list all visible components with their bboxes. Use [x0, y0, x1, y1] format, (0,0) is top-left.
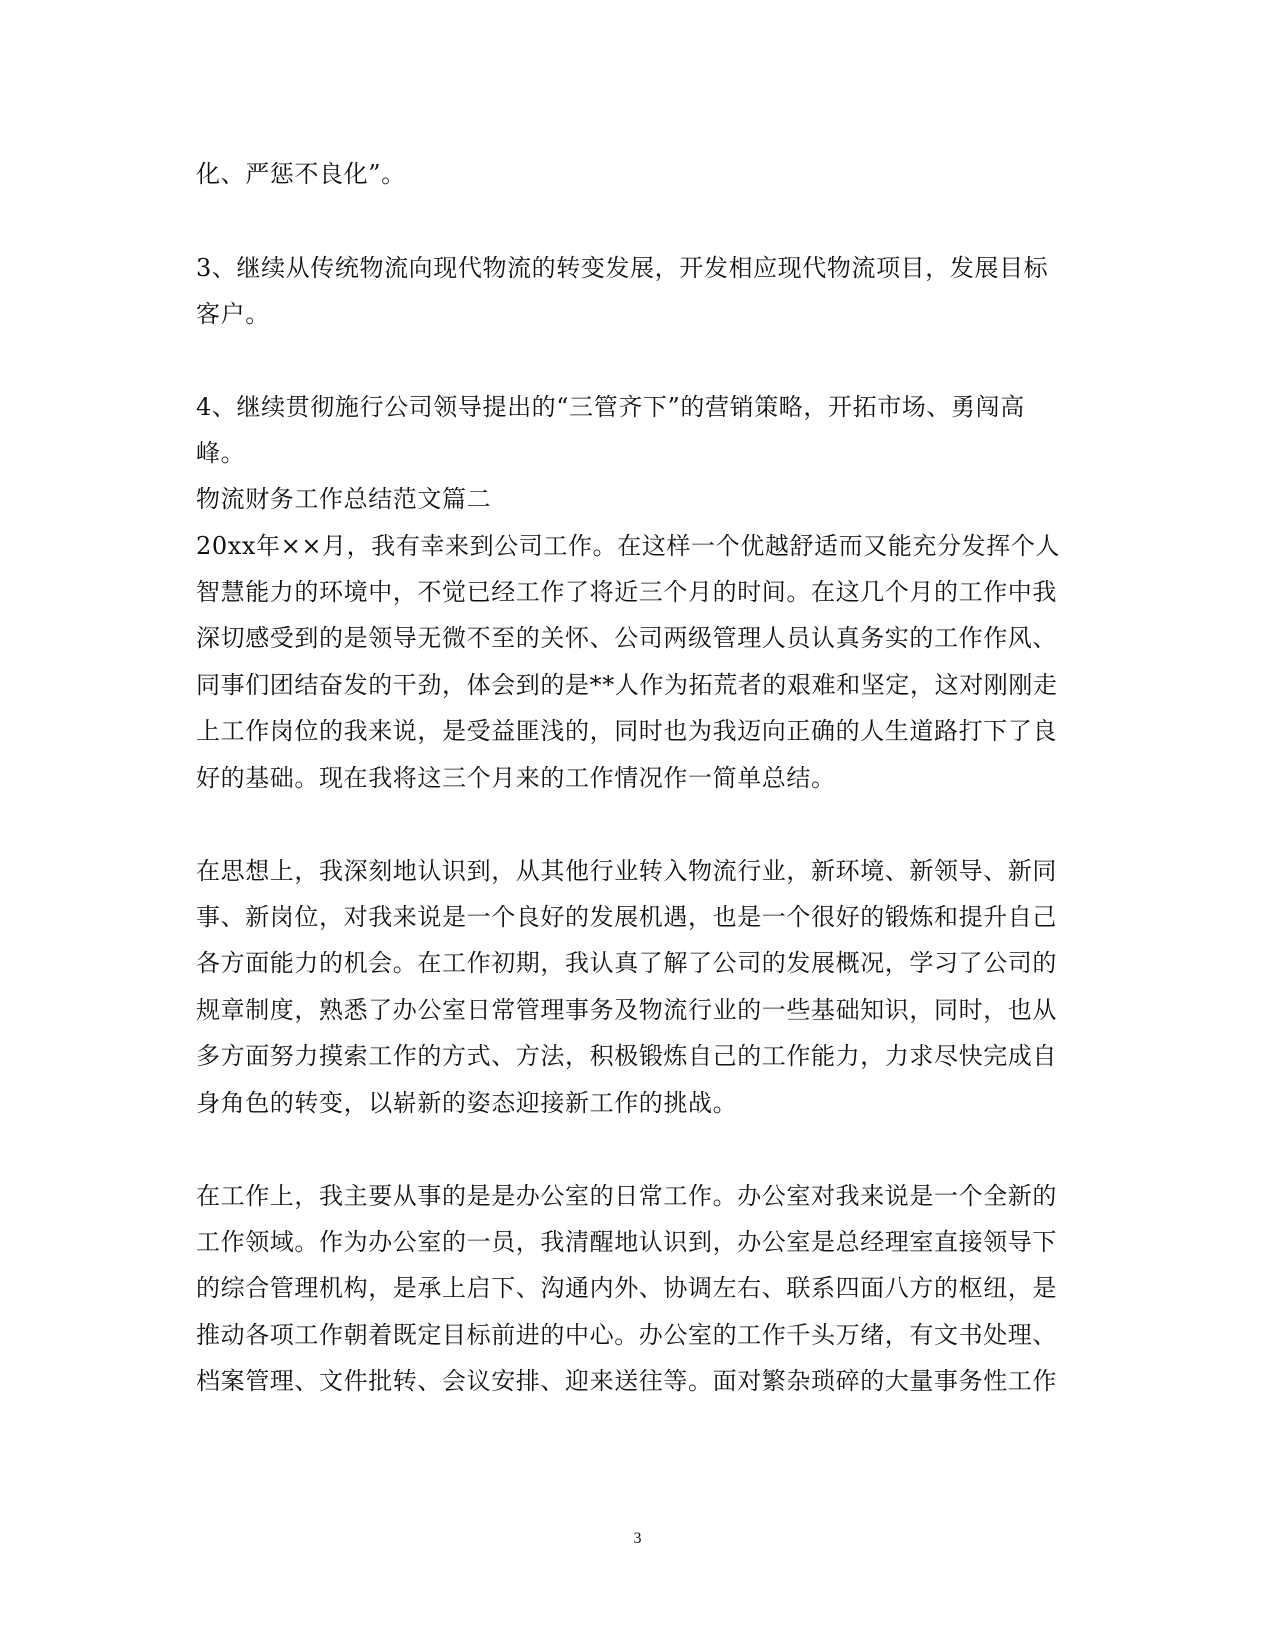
text-line: 身角色的转变，以崭新的姿态迎接新工作的挑战。: [196, 1089, 738, 1117]
text-line: 智慧能力的环境中，不觉已经工作了将近三个月的时间。在这几个月的工作中我: [196, 578, 1057, 606]
text-line: 规章制度，熟悉了办公室日常管理事务及物流行业的一些基础知识，同时，也从: [196, 996, 1057, 1024]
text-line: 上工作岗位的我来说，是受益匪浅的，同时也为我迈向正确的人生道路打下了良: [196, 717, 1057, 745]
text-line: 峰。: [196, 439, 246, 467]
section-heading: 物流财务工作总结范文篇二: [196, 485, 492, 513]
text-line: 推动各项工作朝着既定目标前进的中心。办公室的工作千头万绪，有文书处理、: [196, 1321, 1057, 1349]
text-line: 3、继续从传统物流向现代物流的转变发展，开发相应现代物流项目，发展目标: [196, 254, 1049, 282]
text-line: 同事们团结奋发的干劲，体会到的是**人作为拓荒者的艰难和坚定，这对刚刚走: [196, 671, 1058, 699]
page-number: 3: [633, 1530, 642, 1547]
text-line: 化、严惩不良化”。: [196, 160, 406, 188]
text-line: 在思想上，我深刻地认识到，从其他行业转入物流行业，新环境、新领导、新同: [196, 857, 1057, 885]
text-line: 20xx年××月，我有幸来到公司工作。在这样一个优越舒适而又能充分发挥个人: [196, 532, 1061, 560]
text-line: 的综合管理机构，是承上启下、沟通内外、协调左右、联系四面八方的枢纽，是: [196, 1274, 1057, 1302]
text-line: 多方面努力摸索工作的方式、方法，积极锻炼自己的工作能力，力求尽快完成自: [196, 1042, 1057, 1070]
text-line: 档案管理、文件批转、会议安排、迎来送往等。面对繁杂琐碎的大量事务性工作: [196, 1367, 1057, 1395]
text-line: 事、新岗位，对我来说是一个良好的发展机遇，也是一个很好的锻炼和提升自己: [196, 903, 1057, 931]
text-line: 好的基础。现在我将这三个月来的工作情况作一简单总结。: [196, 764, 836, 792]
text-line: 工作领域。作为办公室的一员，我清醒地认识到，办公室是总经理室直接领导下: [196, 1228, 1057, 1256]
text-line: 在工作上，我主要从事的是是办公室的日常工作。办公室对我来说是一个全新的: [196, 1182, 1057, 1210]
text-line: 深切感受到的是领导无微不至的关怀、公司两级管理人员认真务实的工作作风、: [196, 624, 1057, 652]
text-line: 4、继续贯彻施行公司领导提出的“三管齐下”的营销策略，开拓市场、勇闯高: [196, 393, 1025, 421]
text-line: 各方面能力的机会。在工作初期，我认真了解了公司的发展概况，学习了公司的: [196, 949, 1057, 977]
text-line: 客户。: [196, 300, 270, 328]
